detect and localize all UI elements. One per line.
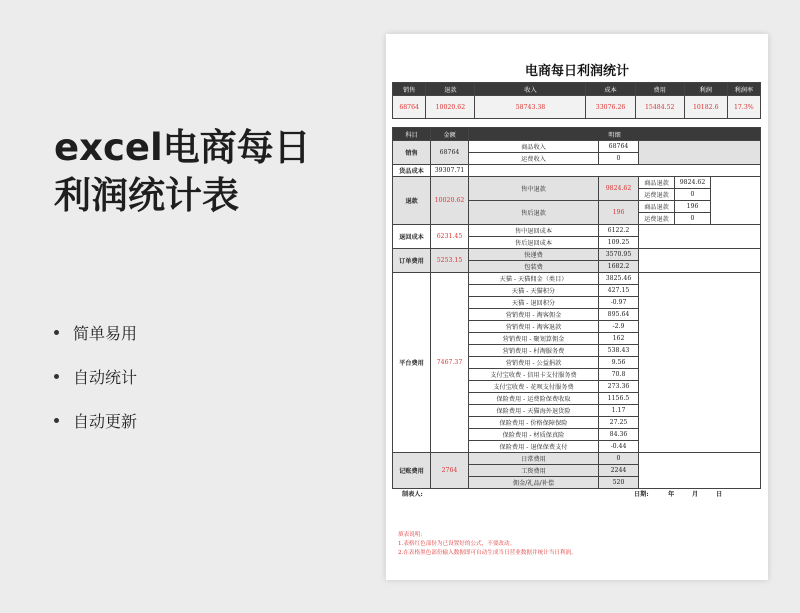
day-label: 日 xyxy=(716,491,723,498)
month-label: 月 xyxy=(692,491,699,498)
detail-name: 佣金/礼品/补偿 xyxy=(469,477,599,489)
maker-label: 制表人: xyxy=(402,491,423,498)
category-amount: 68764 xyxy=(431,141,469,165)
detail-value: -2.9 xyxy=(599,321,639,333)
category-label: 订单费用 xyxy=(393,249,431,273)
detail-value: 2244 xyxy=(599,465,639,477)
bullet-dot-icon xyxy=(54,374,59,379)
empty-cell xyxy=(639,141,761,165)
feature-item xyxy=(54,354,137,398)
category-amount: 2764 xyxy=(431,453,469,489)
detail-name: 保险费用 - 运费险保费收取 xyxy=(469,393,599,405)
detail-value: 427.15 xyxy=(599,285,639,297)
detail-name: 保险费用 - 天猫海外退货险 xyxy=(469,405,599,417)
note-line: 填表说明： xyxy=(398,532,426,538)
category-amount: 10020.62 xyxy=(431,177,469,225)
sub-name: 商品退款 xyxy=(639,201,675,213)
note-line: 2.在表格黑色部份输入数据即可自动生成当日营业数据并统计当日利润。 xyxy=(398,550,577,556)
detail-value: 27.25 xyxy=(599,417,639,429)
detail-name: 包装费 xyxy=(469,261,599,273)
feature-list xyxy=(54,310,137,442)
sub-name: 运费退款 xyxy=(639,213,675,225)
summary-cell: 17.3% xyxy=(727,96,760,119)
detail-name: 营销费用 - 淘客退款 xyxy=(469,321,599,333)
detail-name: 售后退回成本 xyxy=(469,237,599,249)
detail-value: 1.17 xyxy=(599,405,639,417)
category-label: 退回成本 xyxy=(393,225,431,249)
category-label: 平台费用 xyxy=(393,273,431,453)
detail-value: 3570.95 xyxy=(599,249,639,261)
empty-cell xyxy=(711,177,761,225)
feature-item xyxy=(54,310,137,354)
detail-value: 109.25 xyxy=(599,237,639,249)
category-amount: 7467.37 xyxy=(431,273,469,453)
detail-header: 金额 xyxy=(431,128,469,141)
summary-header: 费用 xyxy=(635,83,684,96)
empty-cell xyxy=(639,273,761,453)
summary-cell: 15484.52 xyxy=(635,96,684,119)
detail-name: 天猫 - 天猫佣金（类目） xyxy=(469,273,599,285)
summary-header: 利润 xyxy=(684,83,727,96)
summary-cell: 33076.26 xyxy=(586,96,635,119)
empty-cell xyxy=(639,453,761,489)
detail-name: 售中退回成本 xyxy=(469,225,599,237)
detail-value: 1682.2 xyxy=(599,261,639,273)
summary-cell: 58743.38 xyxy=(475,96,586,119)
sheet-title: 电商每日利润统计 xyxy=(524,64,629,79)
empty-cell xyxy=(639,249,761,273)
detail-name: 支付宝收费 - 花呗支付服务费 xyxy=(469,381,599,393)
detail-value: 520 xyxy=(599,477,639,489)
detail-value: 273.36 xyxy=(599,381,639,393)
feature-label: 自动统计 xyxy=(73,367,138,387)
feature-label: 简单易用 xyxy=(73,323,138,343)
page-title xyxy=(54,124,311,220)
detail-value: 0 xyxy=(599,453,639,465)
detail-value: 162 xyxy=(599,333,639,345)
detail-name: 营销费用 - 村淘服务费 xyxy=(469,345,599,357)
detail-value: 1156.5 xyxy=(599,393,639,405)
sub-value: 196 xyxy=(675,201,711,213)
bullet-dot-icon xyxy=(54,418,59,423)
summary-header: 退款 xyxy=(426,83,475,96)
category-label: 销售 xyxy=(393,141,431,165)
empty-cell xyxy=(639,225,761,249)
detail-name: 售后退款 xyxy=(469,201,599,225)
detail-value: 196 xyxy=(599,201,639,225)
summary-header: 利润率 xyxy=(727,83,760,96)
detail-name: 日常费用 xyxy=(469,453,599,465)
detail-name: 营销费用 - 聚划算佣金 xyxy=(469,333,599,345)
detail-value: -0.97 xyxy=(599,297,639,309)
category-label: 货品成本 xyxy=(393,165,431,177)
detail-value: 0 xyxy=(599,153,639,165)
sheet-footer xyxy=(402,489,752,498)
sub-name: 运费退款 xyxy=(639,189,675,201)
detail-value: 9824.62 xyxy=(599,177,639,201)
detail-name: 天猫 - 退回积分 xyxy=(469,297,599,309)
summary-cell: 10020.62 xyxy=(426,96,475,119)
summary-table xyxy=(392,82,761,119)
detail-name: 保险费用 - 退保保费支付 xyxy=(469,441,599,453)
date-label: 日期: xyxy=(634,491,649,498)
summary-cell: 10182.6 xyxy=(684,96,727,119)
detail-name: 天猫 - 天猫积分 xyxy=(469,285,599,297)
detail-value: 895.64 xyxy=(599,309,639,321)
detail-value: 84.36 xyxy=(599,429,639,441)
summary-cell: 68764 xyxy=(393,96,426,119)
summary-header: 成本 xyxy=(586,83,635,96)
summary-header: 收入 xyxy=(475,83,586,96)
detail-name: 运费收入 xyxy=(469,153,599,165)
bullet-dot-icon xyxy=(54,330,59,335)
spreadsheet-preview xyxy=(386,34,768,580)
category-amount: 39307.71 xyxy=(431,165,469,177)
feature-item xyxy=(54,398,137,442)
detail-name: 营销费用 - 淘客佣金 xyxy=(469,309,599,321)
summary-header: 销售 xyxy=(393,83,426,96)
detail-value: -0.44 xyxy=(599,441,639,453)
sub-value: 9824.62 xyxy=(675,177,711,189)
sub-value: 0 xyxy=(675,213,711,225)
detail-name: 工资费用 xyxy=(469,465,599,477)
detail-value: 68764 xyxy=(599,141,639,153)
detail-header: 明细 xyxy=(469,128,761,141)
category-label: 退款 xyxy=(393,177,431,225)
title-line-2: 利润统计表 xyxy=(54,174,239,217)
title-line-1: excel电商每日 xyxy=(54,126,311,169)
detail-name: 快递费 xyxy=(469,249,599,261)
empty-cell xyxy=(469,165,761,177)
detail-value: 538.43 xyxy=(599,345,639,357)
sub-value: 0 xyxy=(675,189,711,201)
feature-label: 自动更新 xyxy=(73,411,138,431)
category-amount: 6231.45 xyxy=(431,225,469,249)
sub-name: 商品退款 xyxy=(639,177,675,189)
category-label: 记账费用 xyxy=(393,453,431,489)
detail-name: 营销费用 - 公益捐款 xyxy=(469,357,599,369)
year-label: 年 xyxy=(668,491,675,498)
detail-name: 保险费用 - 价格保障保险 xyxy=(469,417,599,429)
detail-value: 3825.46 xyxy=(599,273,639,285)
detail-value: 70.8 xyxy=(599,369,639,381)
category-amount: 5253.15 xyxy=(431,249,469,273)
detail-value: 6122.2 xyxy=(599,225,639,237)
detail-name: 商品收入 xyxy=(469,141,599,153)
note-line: 1.表格红色部份为已设置好的公式，不要改动。 xyxy=(398,541,516,547)
fill-notes xyxy=(398,531,577,558)
detail-name: 售中退款 xyxy=(469,177,599,201)
detail-name: 支付宝收费 - 信用卡支付服务费 xyxy=(469,369,599,381)
detail-header: 科目 xyxy=(393,128,431,141)
detail-value: 9.56 xyxy=(599,357,639,369)
detail-table xyxy=(392,127,761,489)
detail-name: 保险费用 - 材质保真险 xyxy=(469,429,599,441)
